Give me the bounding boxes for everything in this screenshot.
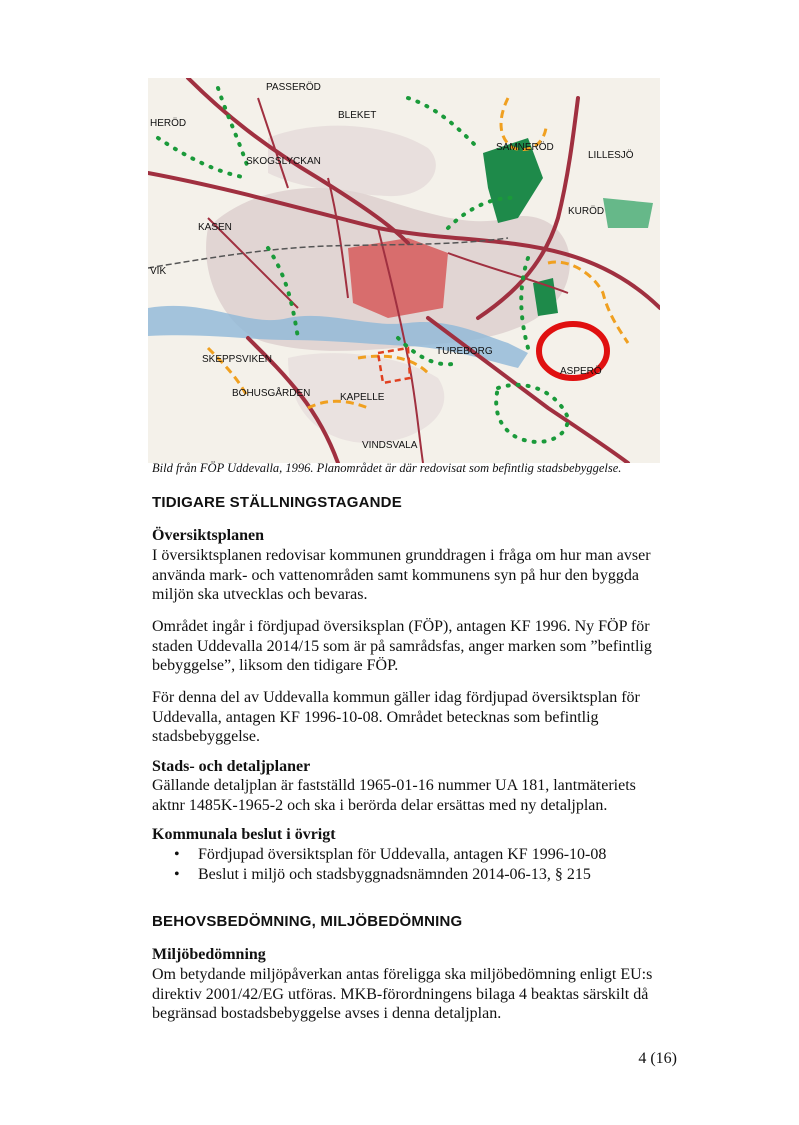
map-label-aspero: ASPERÖ <box>560 366 602 377</box>
map-caption: Bild från FÖP Uddevalla, 1996. Planområdet är där redovisat som befintlig stadsbebyggelse. <box>152 461 622 475</box>
overview-map <box>148 78 660 463</box>
map-label-skeppsviken: SKEPPSVIKEN <box>202 354 273 365</box>
subheading-kommunala-beslut: Kommunala beslut i övrigt <box>152 826 336 843</box>
map-label-vik: VIK <box>150 266 167 277</box>
map-label-kapelle: KAPELLE <box>340 392 385 403</box>
paragraph-oversiktsplanen: I översiktsplanen redovisar kommunen grunddragen i fråga om hur man avser använda mark- och vattenområden samt kommunens syn på hur den byggda miljön ska utvecklas och bevaras. <box>152 547 651 603</box>
map-label-tureborg: TUREBORG <box>436 346 493 357</box>
paragraph-miljobedomning: Om betydande miljöpåverkan antas föreligga ska miljöbedömning enligt EU:s direktiv 2001/42/EG utföras. MKB-förordningens bilaga 4 beaktas särskilt då begränsad bostadsbebyggelse avses i denna detaljplan. <box>152 966 653 1022</box>
map-label-bohusgarden: BOHUSGÅRDEN <box>232 388 311 399</box>
town-centre <box>348 238 448 318</box>
page-number: 4 (16) <box>638 1050 677 1067</box>
paragraph-detaljplan: Gällande detaljplan är fastställd 1965-01-16 nummer UA 181, lantmäteriets aktnr 1485K-1965-2 och ska i berörda delar ersättas med ny detaljplan. <box>152 777 636 814</box>
subheading-detaljplaner: Stads- och detaljplaner <box>152 758 311 775</box>
map-label-vindsvala: VINDSVALA <box>362 440 418 451</box>
map-label-lillesjo: LILLESJÖ <box>588 150 634 161</box>
subheading-miljobedomning: Miljöbedömning <box>152 946 266 963</box>
map-label-skogslyckan: SKOGSLYCKAN <box>246 156 321 167</box>
section-heading-tidigare: TIDIGARE STÄLLNINGSTAGANDE <box>152 494 402 511</box>
subheading-oversiktsplanen: Översiktsplanen <box>152 527 265 544</box>
list-item: • Beslut i miljö och stadsbyggnadsnämnden 2014-06-13, § 215 <box>172 865 606 885</box>
section-heading-behovsbedomning: BEHOVSBEDÖMNING, MILJÖBEDÖMNING <box>152 913 463 930</box>
map-label-bleket: BLEKET <box>338 110 377 121</box>
list-item: • Fördjupad översiktsplan för Uddevalla, antagen KF 1996-10-08 <box>172 845 606 865</box>
paragraph-fop: Området ingår i fördjupad översiksplan (FÖP), antagen KF 1996. Ny FÖP för staden Uddevalla 2014/15 som är på samrådsfas, anger marken som ”befintlig bebyggelse”, liksom den tidigare FÖP. <box>152 618 652 674</box>
paragraph-fordjupad: För denna del av Uddevalla kommun gäller idag fördjupad översiktsplan för Uddevalla, antagen KF 1996-10-08. Området betecknas som befintlig stadsbebyggelse. <box>152 689 640 745</box>
decision-list <box>172 845 606 884</box>
map-label-kasen: KASEN <box>198 222 232 233</box>
green-area-east <box>603 198 653 228</box>
map-label-samnerod: SAMNERÖD <box>496 142 554 153</box>
map-label-passerod: PASSERÖD <box>266 82 321 93</box>
map-label-herod: HERÖD <box>150 118 187 129</box>
map-illustration <box>148 78 660 463</box>
map-label-kurod: KURÖD <box>568 206 605 217</box>
